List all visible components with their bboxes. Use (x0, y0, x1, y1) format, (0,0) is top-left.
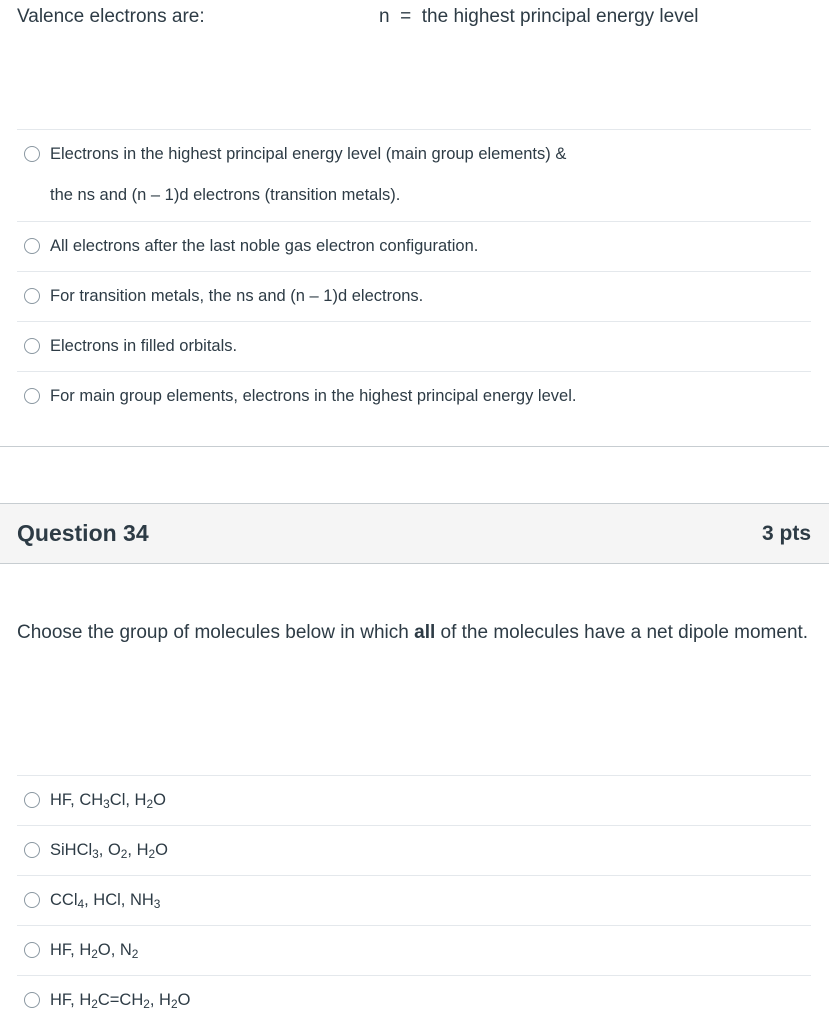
formula-text: HF, H (50, 941, 92, 959)
answer-option-5[interactable] (17, 975, 811, 1025)
formula-text: O (177, 991, 191, 1009)
answer-label (50, 989, 190, 1011)
answer-label (50, 839, 168, 861)
formula-text: C=CH (97, 991, 144, 1009)
radio-button[interactable] (24, 892, 40, 908)
answer-label: All electrons after the last noble gas electron configuration. (50, 237, 479, 255)
formula-text: Cl, H (109, 791, 147, 809)
radio-button[interactable] (24, 992, 40, 1008)
answer-list (17, 775, 811, 1025)
formula-subscript: 3 (103, 796, 110, 811)
question-points: 3 pts (761, 522, 811, 545)
answer-label (50, 789, 166, 811)
answer-label (50, 889, 160, 911)
formula-text: , H (127, 841, 149, 859)
formula-subscript: 2 (120, 846, 128, 861)
answer-option-4[interactable] (17, 925, 811, 975)
answer-label: Electrons in filled orbitals. (50, 337, 238, 355)
formula-subscript: 2 (148, 846, 156, 861)
question-prompt (17, 6, 811, 32)
formula-subscript: 2 (143, 996, 150, 1011)
formula-subscript: 3 (92, 846, 99, 861)
formula-text: O, N (97, 941, 132, 959)
answer-label: For transition metals, the ns and (n – 1)d electrons. (50, 287, 424, 305)
answer-option-5[interactable] (17, 371, 811, 421)
formula-subscript: 3 (153, 896, 161, 911)
prompt-hint: n = the highest principal energy level (379, 6, 699, 27)
radio-button[interactable] (24, 842, 40, 858)
question-divider (0, 446, 829, 447)
answer-option-4[interactable] (17, 321, 811, 371)
formula-subscript: 2 (146, 796, 154, 811)
formula-text: , O (98, 841, 121, 859)
answer-label: For main group elements, electrons in the highest principal energy level. (50, 387, 577, 405)
formula-text: CCl (50, 891, 78, 909)
answer-option-2[interactable] (17, 221, 811, 271)
formula-subscript: 2 (91, 996, 98, 1011)
question-text-emphasis: all (414, 622, 436, 643)
question-text (17, 617, 812, 648)
radio-button[interactable] (24, 942, 40, 958)
formula-subscript: 4 (77, 896, 85, 911)
formula-subscript: 2 (91, 946, 98, 961)
question-text-end: of the molecules have a net dipole moment. (435, 622, 809, 643)
radio-button[interactable] (24, 338, 40, 354)
formula-text: SiHCl (50, 841, 93, 859)
formula-text: O (153, 791, 166, 809)
answer-label: Electrons in the highest principal energy level (main group elements) & (50, 145, 567, 163)
question-title: Question 34 (17, 520, 149, 546)
radio-button[interactable] (24, 388, 40, 404)
previous-question (0, 0, 829, 447)
radio-button[interactable] (24, 792, 40, 808)
answer-option-1[interactable] (17, 775, 811, 825)
formula-text: HF, H (50, 991, 92, 1009)
radio-button[interactable] (24, 288, 40, 304)
answer-option-1[interactable] (17, 129, 811, 221)
formula-text: , HCl, NH (84, 891, 154, 909)
formula-text: HF, CH (50, 791, 104, 809)
question-text-start: Choose the group of molecules below in which (17, 622, 415, 643)
prompt-text: Valence electrons are: (17, 6, 205, 27)
formula-text: , H (149, 991, 171, 1009)
formula-subscript: 2 (131, 946, 139, 961)
answer-label-continued: the ns and (n – 1)d electrons (transition metals). (50, 186, 401, 204)
answer-option-3[interactable] (17, 271, 811, 321)
answer-option-2[interactable] (17, 825, 811, 875)
radio-button[interactable] (24, 146, 40, 162)
radio-button[interactable] (24, 238, 40, 254)
formula-subscript: 2 (170, 996, 178, 1011)
formula-text: O (155, 841, 168, 859)
answer-label (50, 939, 138, 961)
answer-list (17, 129, 811, 421)
question-header (0, 503, 829, 564)
answer-option-3[interactable] (17, 875, 811, 925)
